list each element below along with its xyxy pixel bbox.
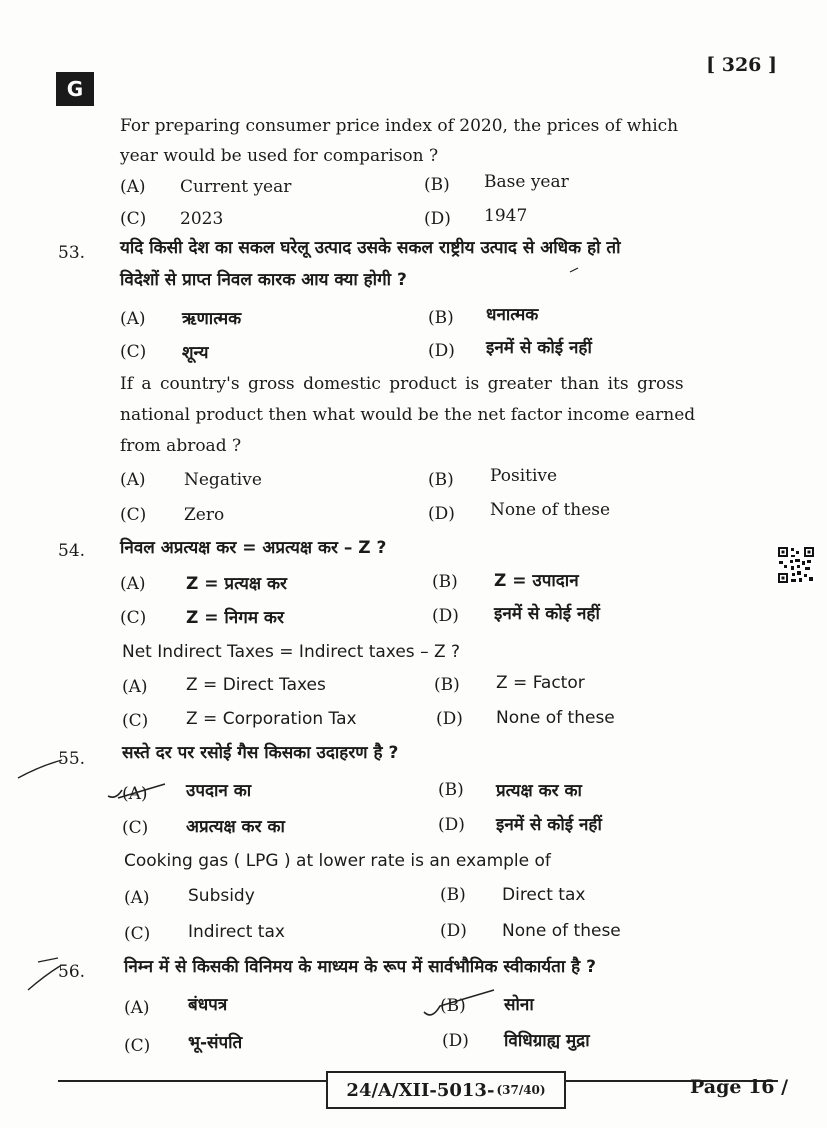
q54-en-option-d: None of these — [496, 708, 615, 728]
q55-en-option-b-label: (B) — [440, 885, 466, 905]
q56-option-b: सोना — [504, 995, 534, 1015]
q56-hindi-line1: निम्न में से किसकी विनिमय के माध्यम के रूप में सार्वभौमिक स्वीकार्यता है ? — [124, 957, 596, 977]
q53-hi-option-c: शून्य — [182, 343, 209, 363]
q53-hi-option-a-label: (A) — [120, 309, 146, 329]
q53-en-option-a: Negative — [184, 470, 262, 490]
q52-option-c: 2023 — [180, 209, 224, 229]
q53-en-option-b: Positive — [490, 466, 558, 486]
q52-text-line1: For preparing consumer price index of 2020, the prices of which — [120, 116, 679, 136]
q56-number: 56. — [58, 962, 86, 982]
q54-hi-option-a-label: (A) — [120, 574, 146, 594]
q56-option-c: भू-संपति — [188, 1033, 243, 1053]
q53-english-line1: If a country's gross domestic product is greater than its gross — [120, 374, 684, 394]
q53-en-option-d: None of these — [490, 500, 611, 520]
q55-en-option-d: None of these — [502, 921, 621, 941]
q53-english-line2: national product then what would be the net factor income earned — [120, 405, 696, 425]
q54-hi-option-c: Z = निगम कर — [186, 608, 284, 628]
q55-en-option-a: Subsidy — [188, 886, 255, 906]
q54-en-option-c: Z = Corporation Tax — [186, 709, 357, 729]
q54-hi-option-b-label: (B) — [432, 572, 458, 592]
q53-en-option-d-label: (D) — [428, 504, 455, 524]
q55-hi-option-a: उपदान का — [186, 781, 252, 801]
q56-option-d: विधिग्राह्य मुद्रा — [504, 1031, 590, 1051]
q56-option-d-label: (D) — [442, 1031, 469, 1051]
q55-hi-option-c-label: (C) — [122, 818, 149, 838]
q54-en-option-a-label: (A) — [122, 677, 148, 697]
q54-en-option-b: Z = Factor — [496, 673, 585, 693]
q55-hi-option-c: अप्रत्यक्ष कर का — [186, 817, 285, 837]
q53-hi-option-b-label: (B) — [428, 308, 454, 328]
q53-hi-option-a: ऋणात्मक — [182, 309, 242, 329]
q55-hi-option-a-label: (A) — [122, 784, 148, 804]
q55-english-line1: Cooking gas ( LPG ) at lower rate is an example of — [124, 851, 551, 871]
q53-en-option-c-label: (C) — [120, 505, 147, 525]
q53-english-line3: from abroad ? — [120, 436, 242, 456]
q53-en-option-a-label: (A) — [120, 470, 146, 490]
q52-option-a-label: (A) — [120, 177, 146, 197]
q54-number: 54. — [58, 541, 86, 561]
q53-hi-option-b: धनात्मक — [486, 305, 539, 325]
q55-hi-option-b: प्रत्यक्ष कर का — [496, 781, 582, 801]
q54-hi-option-c-label: (C) — [120, 608, 147, 628]
q53-en-option-b-label: (B) — [428, 470, 454, 490]
q55-en-option-a-label: (A) — [124, 888, 150, 908]
paper-code — [326, 1071, 566, 1109]
q53-hindi-line2: विदेशों से प्राप्त निवल कारक आय क्या होगी ? — [120, 270, 407, 290]
q54-hi-option-d: इनमें से कोई नहीं — [494, 604, 600, 624]
paper-code-page: (37/40) — [496, 1083, 546, 1097]
q55-hi-option-b-label: (B) — [438, 780, 464, 800]
q54-en-option-d-label: (D) — [436, 709, 463, 729]
q53-hi-option-d: इनमें से कोई नहीं — [486, 338, 592, 358]
q52-option-b-label: (B) — [424, 175, 450, 195]
q55-en-option-c: Indirect tax — [188, 922, 285, 942]
q56-option-a-label: (A) — [124, 998, 150, 1018]
q53-hi-option-c-label: (C) — [120, 342, 147, 362]
q52-option-a: Current year — [180, 177, 292, 197]
q55-number: 55. — [58, 749, 86, 769]
q54-en-option-b-label: (B) — [434, 675, 460, 695]
q54-hi-option-d-label: (D) — [432, 606, 459, 626]
q52-option-c-label: (C) — [120, 209, 147, 229]
q52-text-line2: year would be used for comparison ? — [120, 146, 439, 166]
q52-option-d: 1947 — [484, 206, 528, 226]
q55-hi-option-d-label: (D) — [438, 815, 465, 835]
q56-option-c-label: (C) — [124, 1036, 151, 1056]
q55-en-option-d-label: (D) — [440, 921, 467, 941]
q54-english-line1: Net Indirect Taxes = Indirect taxes – Z ? — [122, 642, 461, 662]
q53-hindi-line1: यदि किसी देश का सकल घरेलू उत्पाद उसके सकल राष्ट्रीय उत्पाद से अधिक हो तो — [120, 238, 621, 258]
q53-en-option-c: Zero — [184, 505, 225, 525]
q55-hindi-line1: सस्ते दर पर रसोई गैस किसका उदाहरण है ? — [122, 743, 399, 763]
q55-en-option-c-label: (C) — [124, 924, 151, 944]
q54-en-option-c-label: (C) — [122, 711, 149, 731]
paper-code-main: 24/A/XII-5013- — [346, 1079, 495, 1101]
q55-hi-option-d: इनमें से कोई नहीं — [496, 815, 602, 835]
q54-hi-option-a: Z = प्रत्यक्ष कर — [186, 574, 287, 594]
set-code-badge: G — [56, 72, 94, 106]
page-footer-label: Page 16 / — [690, 1076, 789, 1098]
q55-en-option-b: Direct tax — [502, 885, 586, 905]
q52-option-d-label: (D) — [424, 209, 451, 229]
q56-option-b-label: (B) — [440, 996, 466, 1016]
q54-hindi-line1: निवल अप्रत्यक्ष कर = अप्रत्यक्ष कर – Z ? — [120, 538, 387, 558]
q54-hi-option-b: Z = उपादान — [494, 571, 579, 591]
page-number: [ 326 ] — [706, 54, 777, 76]
q53-hi-option-d-label: (D) — [428, 341, 455, 361]
q56-option-a: बंधपत्र — [188, 995, 228, 1015]
q53-number: 53. — [58, 243, 86, 263]
q54-en-option-a: Z = Direct Taxes — [186, 675, 326, 695]
q52-option-b: Base year — [484, 172, 569, 192]
